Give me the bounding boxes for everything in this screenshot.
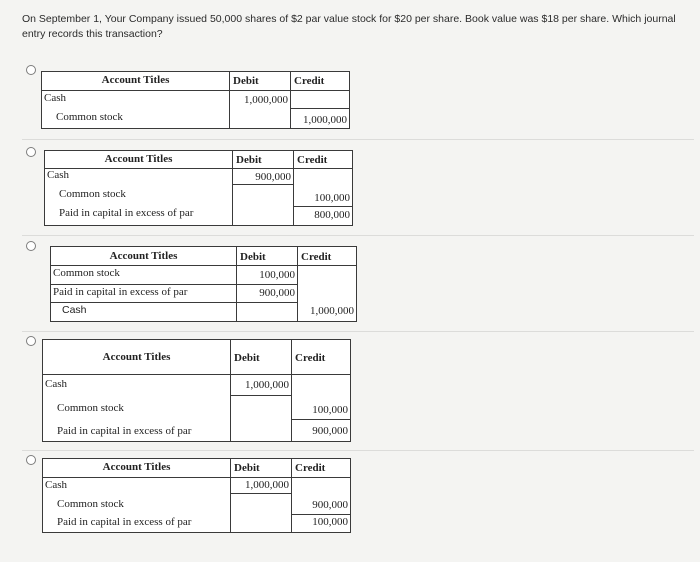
credit-amount: 100,000 [312,404,348,416]
option-1-radio[interactable] [26,65,36,75]
header-debit: Debit [234,352,260,364]
account-title: Paid in capital in excess of par [57,425,192,437]
account-title: Paid in capital in excess of par [53,286,188,298]
debit-amount: 1,000,000 [244,94,288,106]
header-credit: Credit [294,75,325,87]
credit-amount: 100,000 [312,516,348,528]
credit-amount: 900,000 [312,425,348,437]
credit-amount: 800,000 [314,209,350,221]
account-title: Common stock [57,498,124,510]
account-title: Cash [45,378,67,390]
option-1-journal-table [41,71,350,129]
header-debit: Debit [234,462,260,474]
option-4-radio[interactable] [26,336,36,346]
option-divider [22,331,694,332]
option-4-journal-table [42,339,351,442]
account-title: Cash [44,92,66,104]
account-title: Paid in capital in excess of par [57,516,192,528]
account-title: Paid in capital in excess of par [59,207,194,219]
header-debit: Debit [233,75,259,87]
debit-amount: 1,000,000 [245,479,289,491]
question-text: On September 1, Your Company issued 50,000 shares of $2 par value stock for $20 per share. Book value was $18 per share. Which journal entry records this transaction? [22,13,676,40]
header-credit: Credit [295,352,326,364]
header-debit: Debit [240,251,266,263]
option-2-journal-table [44,150,353,226]
header-account-titles: Account Titles [102,461,171,473]
header-account-titles: Account Titles [104,153,173,165]
account-title: Common stock [53,267,120,279]
header-credit: Credit [297,154,328,166]
option-divider [22,450,694,451]
option-divider [22,139,694,140]
account-title: Common stock [59,188,126,200]
account-title: Cash [62,304,87,316]
account-title: Cash [47,169,69,181]
header-account-titles: Account Titles [109,250,178,262]
account-title: Common stock [56,111,123,123]
debit-amount: 900,000 [259,287,295,299]
debit-amount: 100,000 [259,269,295,281]
debit-amount: 900,000 [255,171,291,183]
credit-amount: 1,000,000 [303,114,347,126]
option-divider [22,235,694,236]
header-debit: Debit [236,154,262,166]
option-3-radio[interactable] [26,241,36,251]
credit-amount: 100,000 [314,192,350,204]
account-title: Common stock [57,402,124,414]
credit-amount: 900,000 [312,499,348,511]
header-account-titles: Account Titles [102,351,171,363]
option-2-radio[interactable] [26,147,36,157]
header-credit: Credit [301,251,332,263]
header-credit: Credit [295,462,326,474]
option-5-radio[interactable] [26,455,36,465]
debit-amount: 1,000,000 [245,379,289,391]
credit-amount: 1,000,000 [310,305,354,317]
account-title: Cash [45,479,67,491]
header-account-titles: Account Titles [101,74,170,86]
option-3-journal-table [50,246,357,322]
option-5-journal-table [42,458,351,533]
